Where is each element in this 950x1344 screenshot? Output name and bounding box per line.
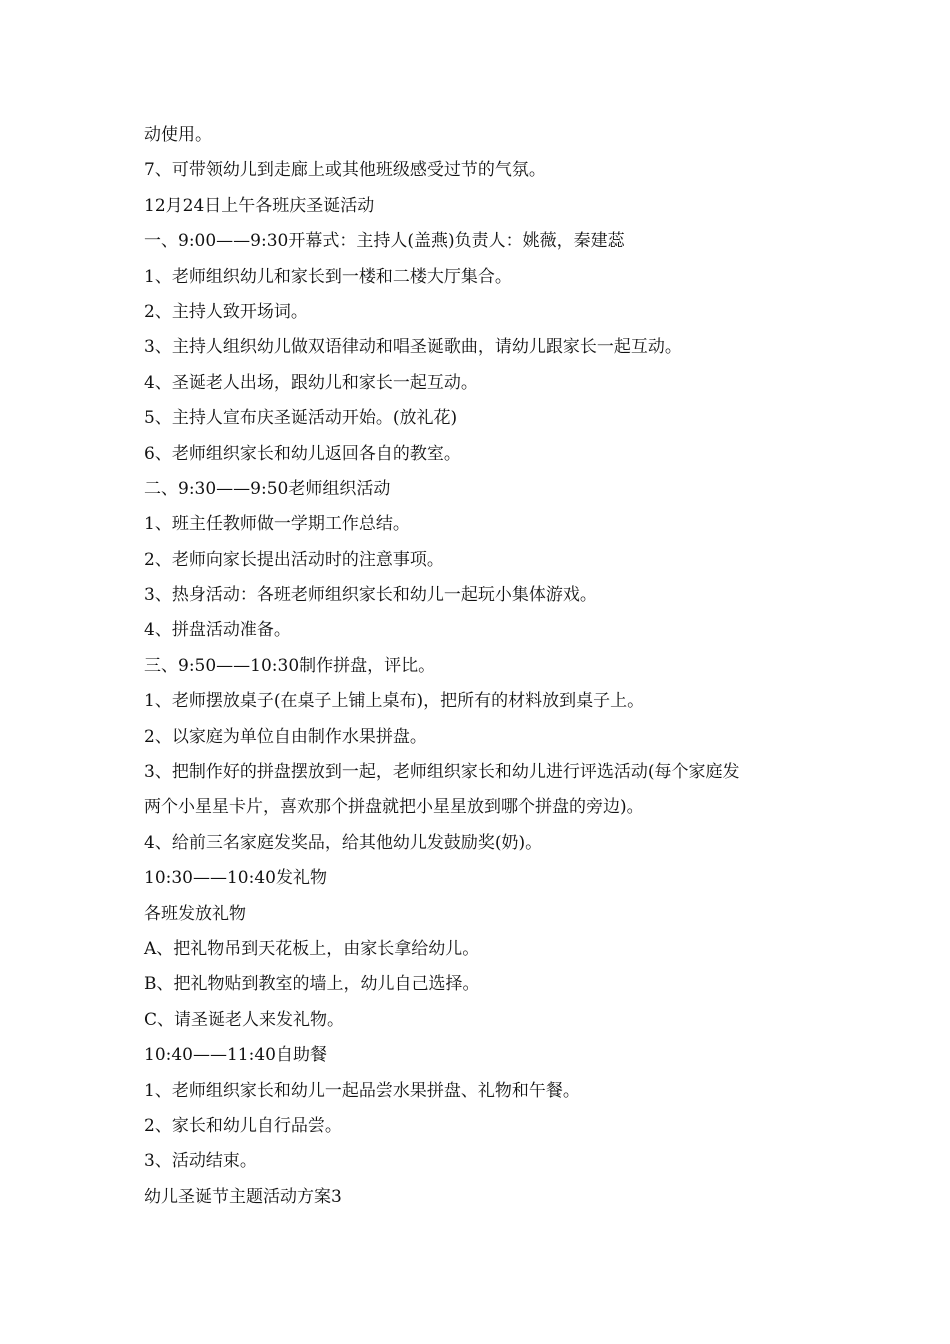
text-line: 各班发放礼物 (144, 903, 246, 924)
text-line: 7、可带领幼儿到走廊上或其他班级感受过节的气氛。 (144, 160, 546, 181)
list-item: 3、活动结束。 (144, 1151, 257, 1172)
list-item: 2、家长和幼儿自行品尝。 (144, 1115, 342, 1136)
list-item: 1、老师组织幼儿和家长到一楼和二楼大厅集合。 (144, 266, 512, 287)
section-heading: 三、9:50——10:30制作拼盘，评比。 (144, 655, 436, 676)
list-item: 5、主持人宣布庆圣诞活动开始。(放礼花) (144, 408, 458, 429)
list-item: 2、老师向家长提出活动时的注意事项。 (144, 549, 444, 570)
list-item: 3、主持人组织幼儿做双语律动和唱圣诞歌曲，请幼儿跟家长一起互动。 (144, 337, 682, 358)
section-heading: 10:40——11:40自助餐 (144, 1045, 327, 1066)
list-item: 6、老师组织家长和幼儿返回各自的教室。 (144, 443, 461, 464)
list-item: 1、班主任教师做一学期工作总结。 (144, 514, 410, 535)
section-heading: 10:30——10:40发礼物 (144, 868, 327, 889)
document-body (144, 118, 824, 1215)
list-item: 4、拼盘活动准备。 (144, 620, 291, 641)
list-item: 3、把制作好的拼盘摆放到一起，老师组织家长和幼儿进行评选活动(每个家庭发 (144, 762, 740, 783)
list-item: A、把礼物吊到天花板上，由家长拿给幼儿。 (144, 938, 480, 959)
list-item: 3、热身活动：各班老师组织家长和幼儿一起玩小集体游戏。 (144, 585, 597, 606)
list-item: 1、老师组织家长和幼儿一起品尝水果拼盘、礼物和午餐。 (144, 1080, 580, 1101)
list-item: C、请圣诞老人来发礼物。 (144, 1009, 345, 1030)
document-title: 幼儿圣诞节主题活动方案3 (144, 1186, 342, 1207)
section-heading: 12月24日上午各班庆圣诞活动 (144, 195, 375, 216)
list-item: 1、老师摆放桌子(在桌子上铺上桌布)，把所有的材料放到桌子上。 (144, 691, 645, 712)
section-heading: 一、9:00——9:30开幕式：主持人(盖燕)负责人：姚薇，秦建蕊 (144, 231, 625, 252)
list-item: 2、主持人致开场词。 (144, 301, 308, 322)
list-item: B、把礼物贴到教室的墙上，幼儿自己选择。 (144, 974, 480, 995)
list-item: 2、以家庭为单位自由制作水果拼盘。 (144, 726, 427, 747)
section-heading: 二、9:30——9:50老师组织活动 (144, 478, 391, 499)
list-item: 4、给前三名家庭发奖品，给其他幼儿发鼓励奖(奶)。 (144, 832, 543, 853)
list-item-continuation: 两个小星星卡片，喜欢那个拼盘就把小星星放到哪个拼盘的旁边)。 (144, 797, 644, 818)
list-item: 4、圣诞老人出场，跟幼儿和家长一起互动。 (144, 372, 478, 393)
text-line: 动使用。 (144, 125, 212, 145)
